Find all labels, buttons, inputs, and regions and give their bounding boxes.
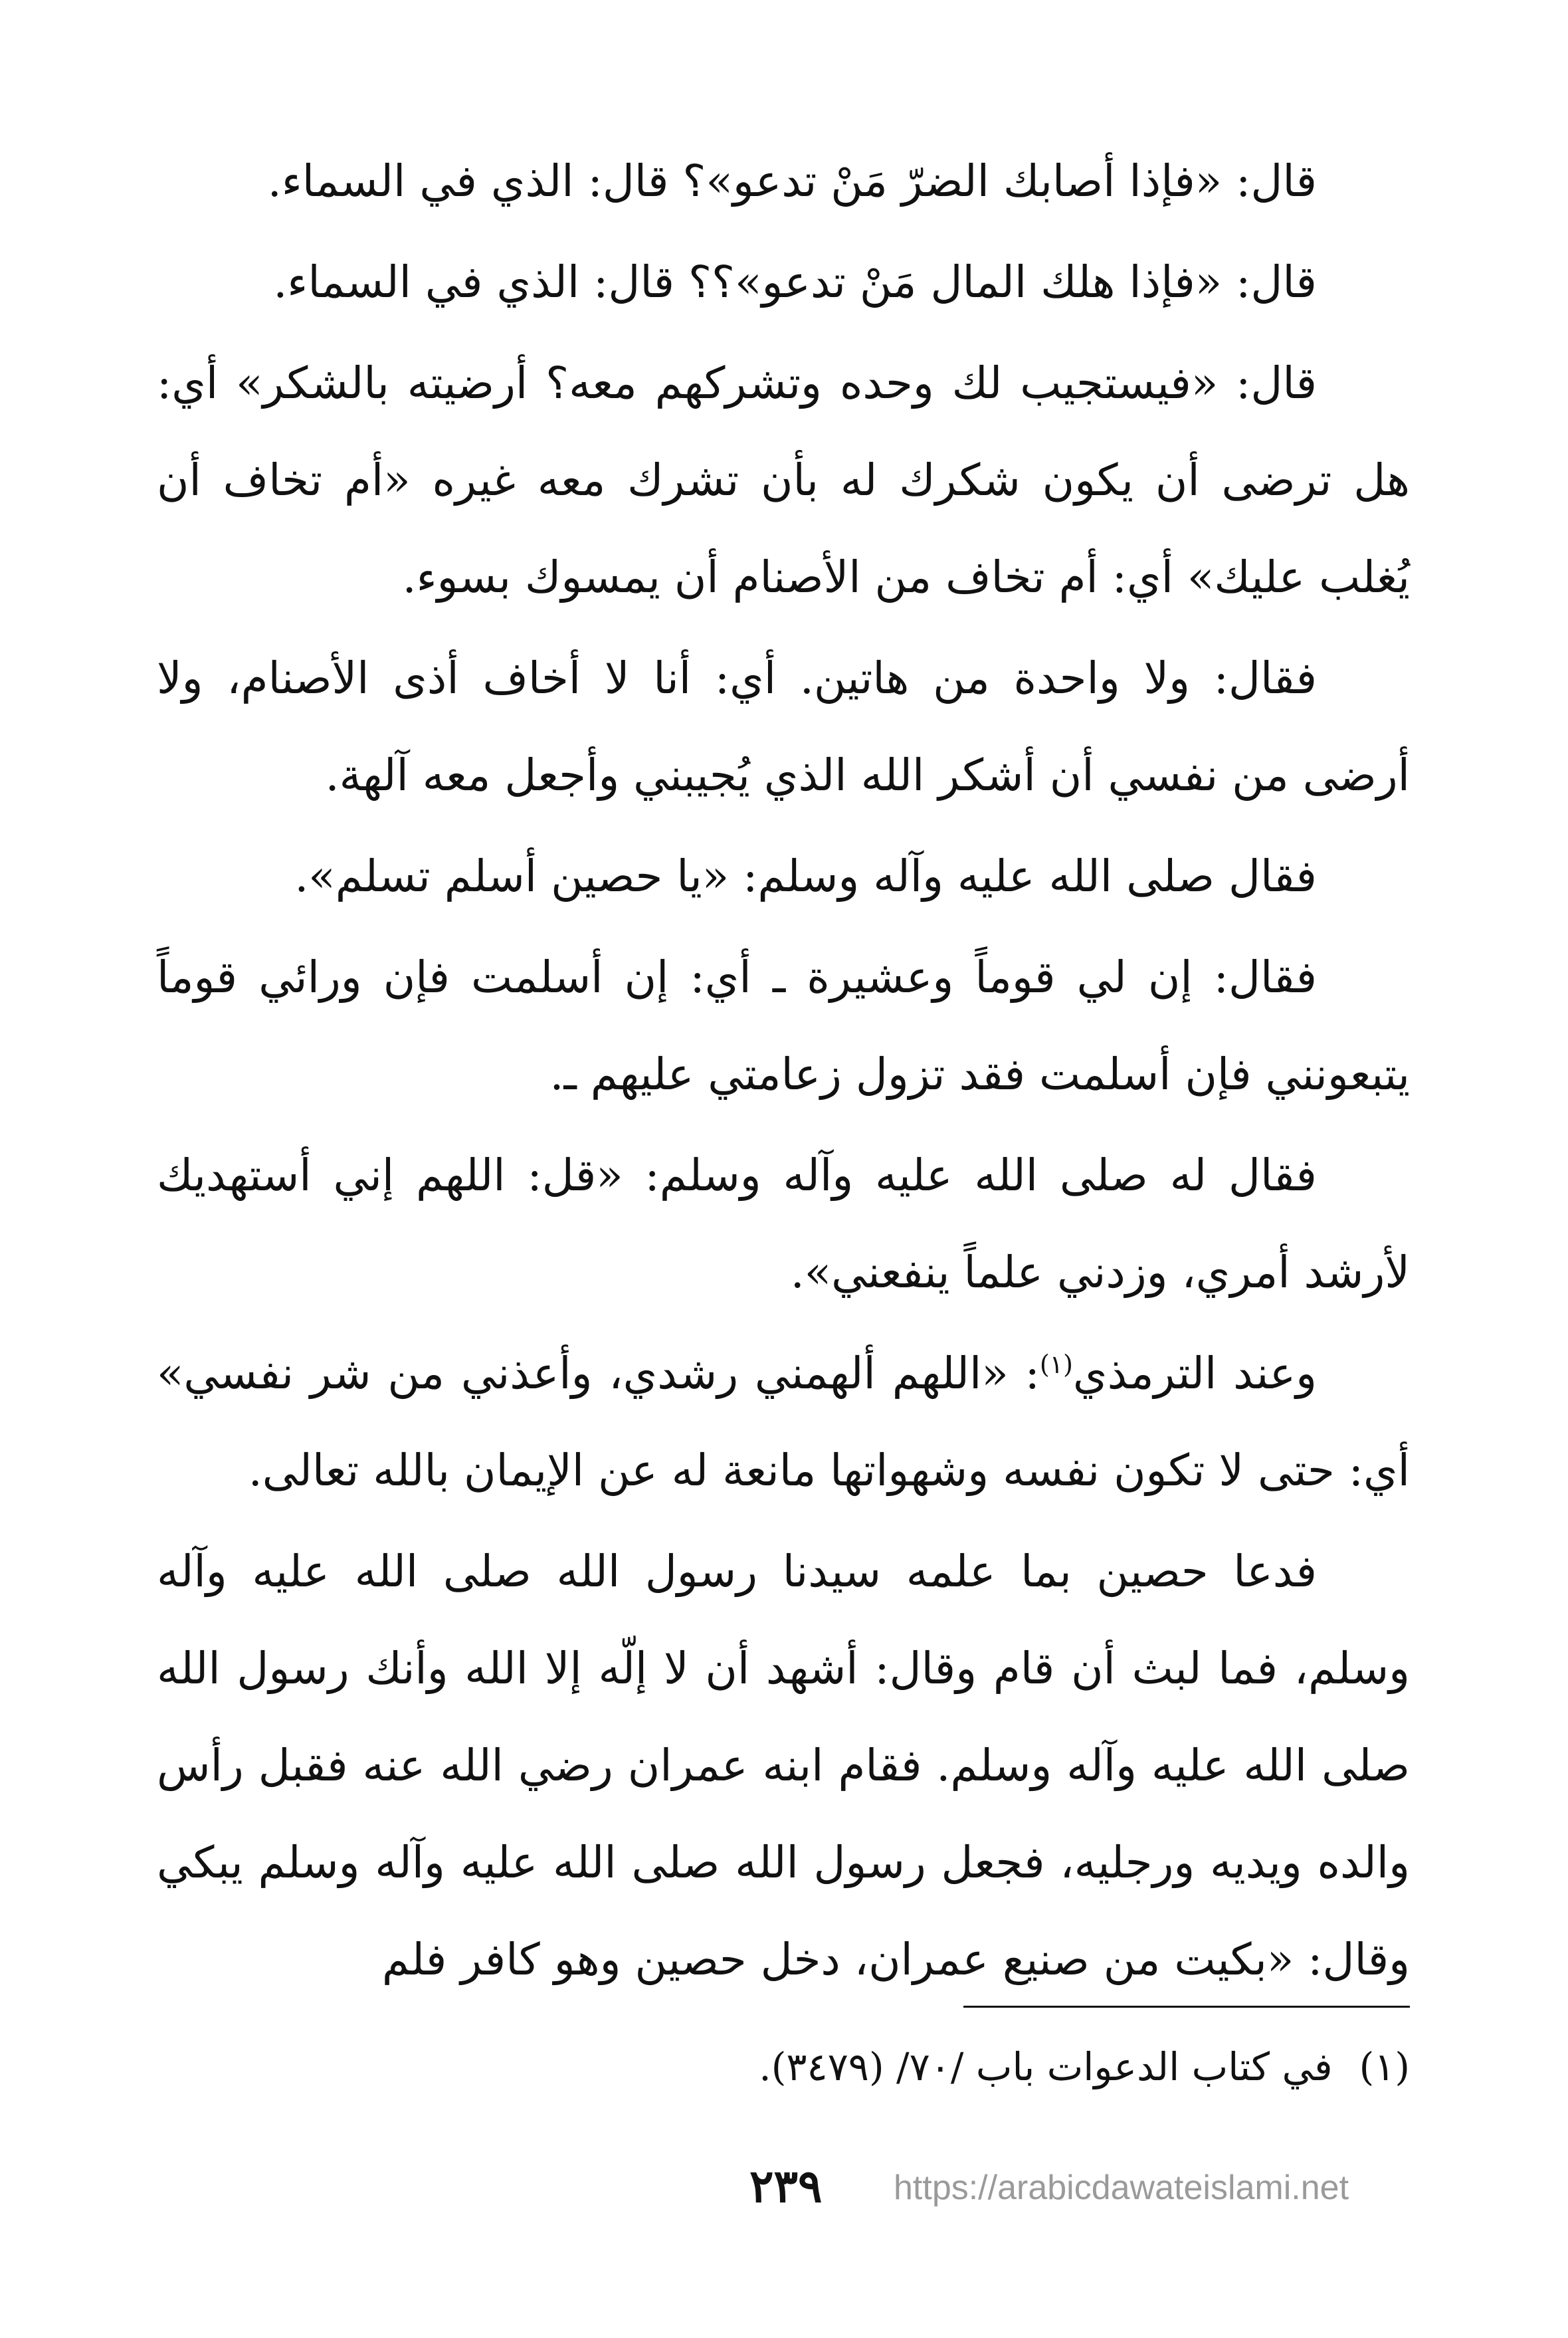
paragraph-5: فقال صلى الله عليه وآله وسلم: «يا حصين أسلم تسلم». [294, 851, 1317, 902]
footnote [157, 2035, 1410, 2099]
footnote-number: (١) [1359, 2044, 1410, 2089]
tirmidhi-rest: : «اللهم ألهمني رشدي، وأعذني من شر نفسي» أي: حتى لا تكون نفسه وشهواتها مانعة له عن الإيمان بالله تعالى. [157, 1348, 1410, 1496]
paragraph-6: فقال: إن لي قوماً وعشيرة ـ أي: إن أسلمت فإن ورائي قوماً يتبعونني فإن أسلمت فقد تزول زعامتي عليهم ـ. [157, 952, 1410, 1100]
paragraph-3: قال: «فيستجيب لك وحده وتشركهم معه؟ أرضيته بالشكر» أي: هل ترضى أن يكون شكرك له بأن تشرك معه غيره «أم تخاف أن يُغلب عليك» أي: أم تخاف من الأصنام أن يمسوك بسوء. [157, 358, 1410, 603]
footnote-reference[interactable]: (١) [1039, 1350, 1073, 1379]
paragraph-7: فقال له صلى الله عليه وآله وسلم: «قل: اللهم إني أستهديك لأرشد أمري، وزدني علماً ينفعني». [157, 1150, 1410, 1298]
paragraph-tirmidhi [157, 1325, 1410, 1519]
footnote-text: في كتاب الدعوات باب /٧٠/ (٣٤٧٩). [759, 2044, 1333, 2089]
watermark-url: https://arabicdawateislami.net [894, 2169, 1349, 2207]
footnote-divider [963, 2006, 1410, 2008]
paragraph-2: قال: «فإذا هلك المال مَنْ تدعو»؟؟ قال: الذي في السماء. [273, 257, 1317, 308]
paragraph-8: فدعا حصين بما علمه سيدنا رسول الله صلى الله عليه وآله وسلم، فما لبث أن قام وقال: أشهد أن لا إلّه إلا الله وأنك رسول الله صلى الله عليه وآله وسلم. فقام ابنه عمران رضي الله عنه فقبل رأس والده ويديه ورجليه، فجعل رسول الله صلى الله عليه وآله وسلم يبكي وقال: «بكيت من صنيع عمران، دخل حصين وهو كافر فلم [157, 1546, 1410, 1985]
page-number: ٢٣٩ [749, 2160, 823, 2213]
paragraph-4: فقال: ولا واحدة من هاتين. أي: أنا لا أخاف أذى الأصنام، ولا أرضى من نفسي أن أشكر الله الذي يُجيبني وأجعل معه آلهة. [157, 653, 1410, 801]
main-text [157, 133, 1410, 2012]
paragraph-1: قال: «فإذا أصابك الضرّ مَنْ تدعو»؟ قال: الذي في السماء. [267, 156, 1317, 207]
tirmidhi-lead: وعند الترمذي [1072, 1348, 1317, 1399]
